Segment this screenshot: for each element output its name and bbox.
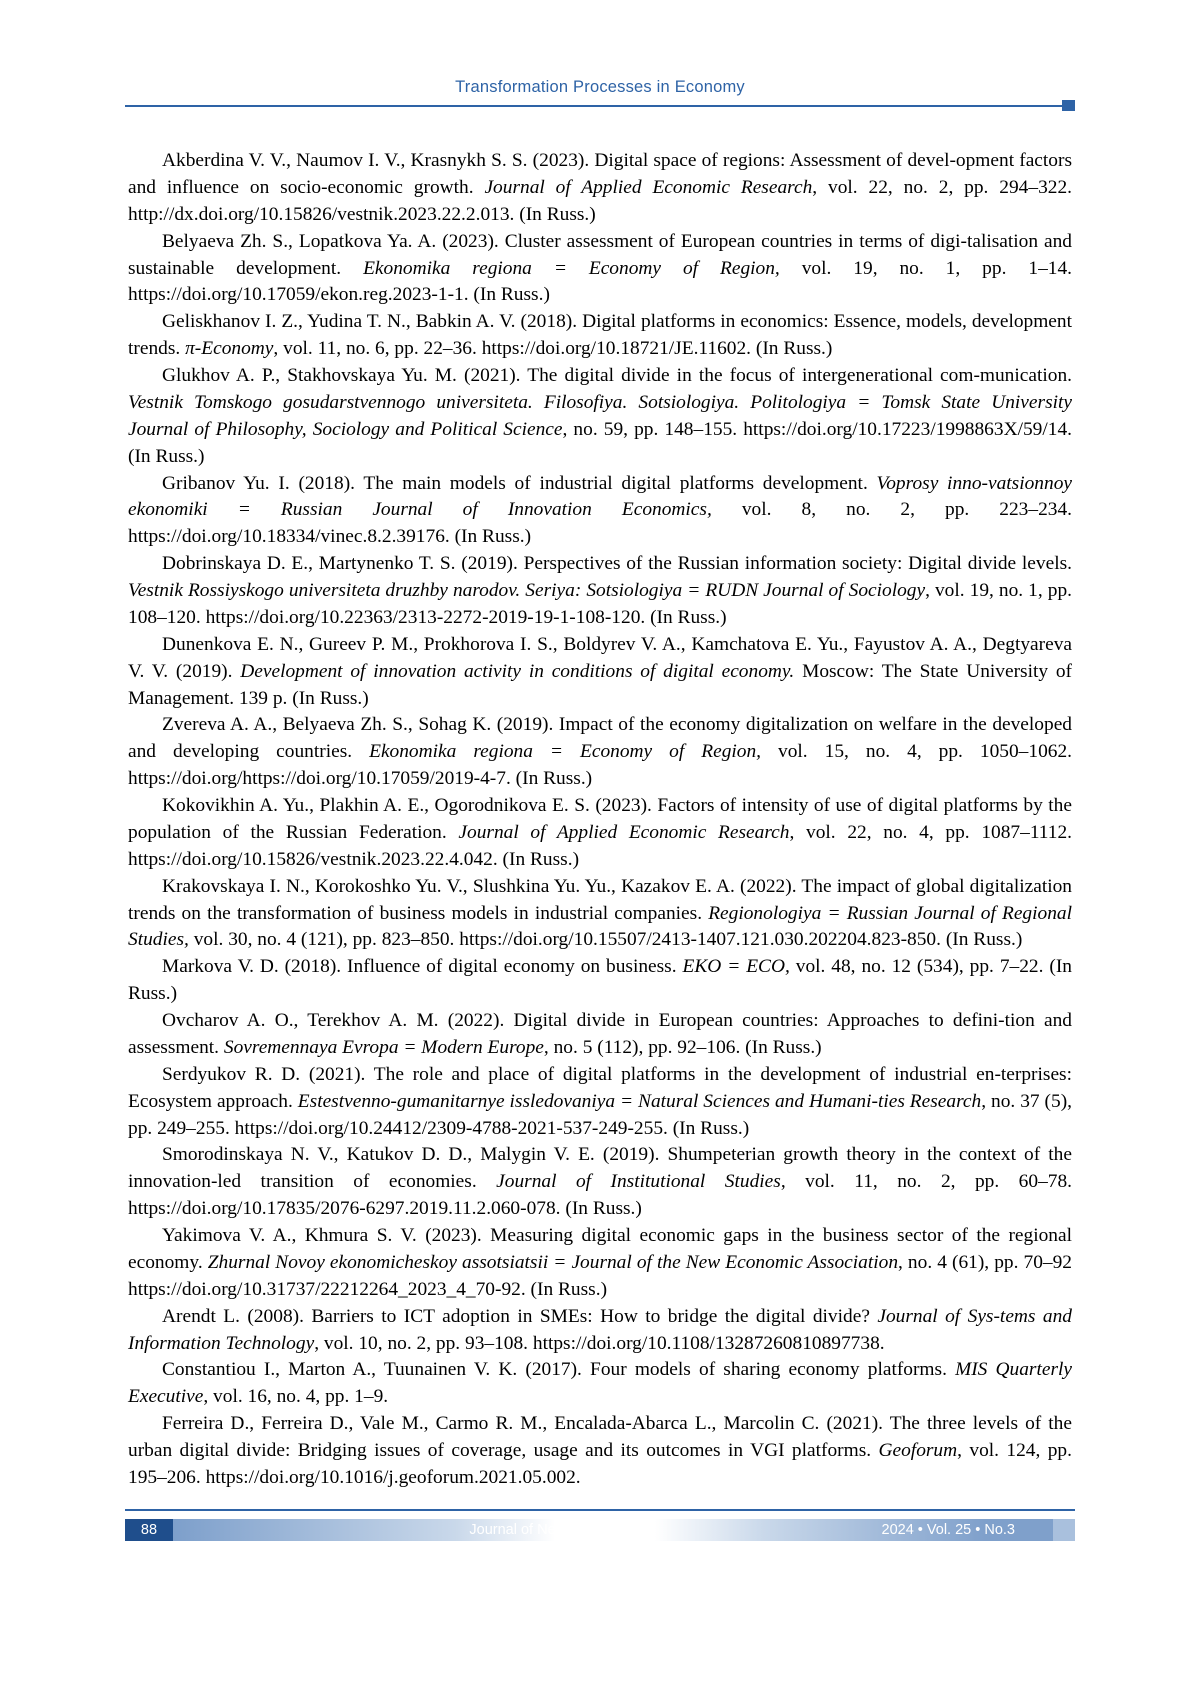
reference-entry: Yakimova V. A., Khmura S. V. (2023). Measuring digital economic gaps in the business sector of the regional economy. Zhurnal Novoy ekonomicheskoy assotsiatsii = Journal of the New Economic Association, no. 4 (61), pp. 70–92 https://doi.org/10.31737/22212264_2023_4_70-92. (In Russ.) bbox=[128, 1225, 1072, 1300]
reference-entry: Markova V. D. (2018). Influence of digital economy on business. EKO = ECO, vol. 48, no. 12 (534), pp. 7–22. (In Russ.) bbox=[128, 956, 1072, 1005]
reference-entry: Krakovskaya I. N., Korokoshko Yu. V., Slushkina Yu. Yu., Kazakov E. A. (2022). The impact of global digitalization trends on the transformation of business models in industrial companies. Regionologiya = Russian Journal of Regional Studies, vol. 30, no. 4 (121), pp. 823–850. https://doi.org/10.15507/2413-1407.121.030.202204.823-850. (In Russ.) bbox=[128, 875, 1072, 951]
running-header-title: Transformation Processes in Economy bbox=[455, 78, 745, 96]
reference-entry: Ferreira D., Ferreira D., Vale M., Carmo R. M., Encalada-Abarca L., Marcolin C. (2021). The three levels of the urban digital divide: Bridging issues of coverage, usage and its outcomes in VGI platforms. Geoforum, vol. 124, pp. 195–206. https://doi.org/10.1016/j.geoforum.2021.05.002. bbox=[128, 1413, 1072, 1488]
footer-endcap bbox=[1053, 1519, 1075, 1541]
reference-entry: Constantiou I., Marton A., Tuunainen V. K. (2017). Four models of sharing economy platforms. MIS Quarterly Executive, vol. 16, no. 4, pp. 1–9. bbox=[128, 1359, 1072, 1408]
reference-entry: Smorodinskaya N. V., Katukov D. D., Malygin V. E. (2019). Shumpeterian growth theory in the context of the innovation-led transition of economies. Journal of Institutional Studies, vol. 11, no. 2, pp. 60–78. https://doi.org/10.17835/2076-6297.2019.11.2.060-078. (In Russ.) bbox=[128, 1144, 1072, 1220]
reference-entry: Akberdina V. V., Naumov I. V., Krasnykh S. S. (2023). Digital space of regions: Assessment of devel-opment factors and influence on socio-economic growth. Journal of Applied Economic Research, vol. 22, no. 2, pp. 294–322. http://dx.doi.org/10.15826/vestnik.2023.22.2.013. (In Russ.) bbox=[128, 150, 1072, 225]
footer-page-number: 88 bbox=[140, 1522, 158, 1538]
reference-entry: Gribanov Yu. I. (2018). The main models of industrial digital platforms development. Voprosy inno-vatsionnoy ekonomiki = Russian Journal of Innovation Economics, vol. 8, no. 2, pp. 223–234. https://doi.org/10.18334/vinec.8.2.39176. (In Russ.) bbox=[128, 472, 1072, 548]
reference-entry: Belyaeva Zh. S., Lopatkova Ya. A. (2023). Cluster assessment of European countries in terms of digi-talisation and sustainable development. Ekonomika regiona = Economy of Region, vol. 19, no. 1, pp. 1–14. https://doi.org/10.17059/ekon.reg.2023-1-1. (In Russ.) bbox=[128, 230, 1072, 306]
reference-entry: Geliskhanov I. Z., Yudina T. N., Babkin A. V. (2018). Digital platforms in economics: Essence, models, development trends. π-Economy, vol. 11, no. 6, pp. 22–36. https://doi.org/10.18721/JE.11602. (In Russ.) bbox=[128, 311, 1072, 360]
reference-entry: Zvereva A. A., Belyaeva Zh. S., Sohag K. (2019). Impact of the economy digitalization on welfare in the developed and developing countries. Ekonomika regiona = Economy of Region, vol. 15, no. 4, pp. 1050–1062. https://doi.org/https://doi.org/10.17059/2019-4-7. (In Russ.) bbox=[128, 714, 1073, 790]
reference-entry: Kokovikhin A. Yu., Plakhin A. E., Ogorodnikova E. S. (2023). Factors of intensity of use of digital platforms by the population of the Russian Federation. Journal of Applied Economic Research, vol. 22, no. 4, pp. 1087–1112. https://doi.org/10.15826/vestnik.2023.22.4.042. (In Russ.) bbox=[128, 795, 1073, 870]
footer-journal-name: Journal of New Economy bbox=[469, 1522, 631, 1538]
reference-entry: Arendt L. (2008). Barriers to ICT adoption in SMEs: How to bridge the digital divide? Journal of Sys-tems and Information Technology, vol. 10, no. 2, pp. 93–108. https://doi.org/10.1108/13287260810897738. bbox=[128, 1305, 1072, 1354]
reference-entry: Dobrinskaya D. E., Martynenko T. S. (2019). Perspectives of the Russian information society: Digital divide levels. Vestnik Rossiyskogo universiteta druzhby narodov. Seriya: Sotsiologiya = RUDN Journal of Sociology, vol. 19, no. 1, pp. 108–120. https://doi.org/10.22363/2313-2272-2019-19-1-108-120. (In Russ.) bbox=[128, 553, 1072, 628]
reference-entry: Dunenkova E. N., Gureev P. M., Prokhorova I. S., Boldyrev V. A., Kamchatova E. Yu., Fayustov A. A., Degtyareva V. V. (2019). Development of innovation activity in conditions of digital economy. Moscow: The State University of Management. 139 p. (In Russ.) bbox=[128, 633, 1072, 709]
reference-entry: Ovcharov A. O., Terekhov A. M. (2022). Digital divide in European countries: Approaches to defini-tion and assessment. Sovremennaya Evropa = Modern Europe, no. 5 (112), pp. 92–106. (In Russ.) bbox=[128, 1010, 1072, 1058]
footer-rule bbox=[125, 1509, 1075, 1511]
reference-entry: Serdyukov R. D. (2021). The role and place of digital platforms in the development of industrial en-terprises: Ecosystem approach. Estestvenno-gumanitarnye issledovaniya = Natural Sciences and Humani-ties Research, no. 37 (5), pp. 249–255. https://doi.org/10.24412/2309-4788-2021-537-249-255. (In Russ.) bbox=[128, 1063, 1072, 1139]
header-rule-endcap bbox=[1062, 100, 1075, 111]
footer-issue-info: 2024 • Vol. 25 • No.3 bbox=[881, 1522, 1015, 1538]
reference-entry: Glukhov A. P., Stakhovskaya Yu. M. (2021). The digital divide in the focus of intergenerational com-munication. Vestnik Tomskogo gosudarstvennogo universiteta. Filosofiya. Sotsiologiya. Politologiya = Tomsk State University Journal of Philosophy, Sociology and Political Science, no. 59, pp. 148–155. https://doi.org/10.17223/1998863X/59/14. (In Russ.) bbox=[128, 365, 1072, 467]
page-footer bbox=[125, 1519, 1075, 1541]
header-rule bbox=[125, 105, 1075, 107]
references-list bbox=[128, 148, 1072, 1492]
